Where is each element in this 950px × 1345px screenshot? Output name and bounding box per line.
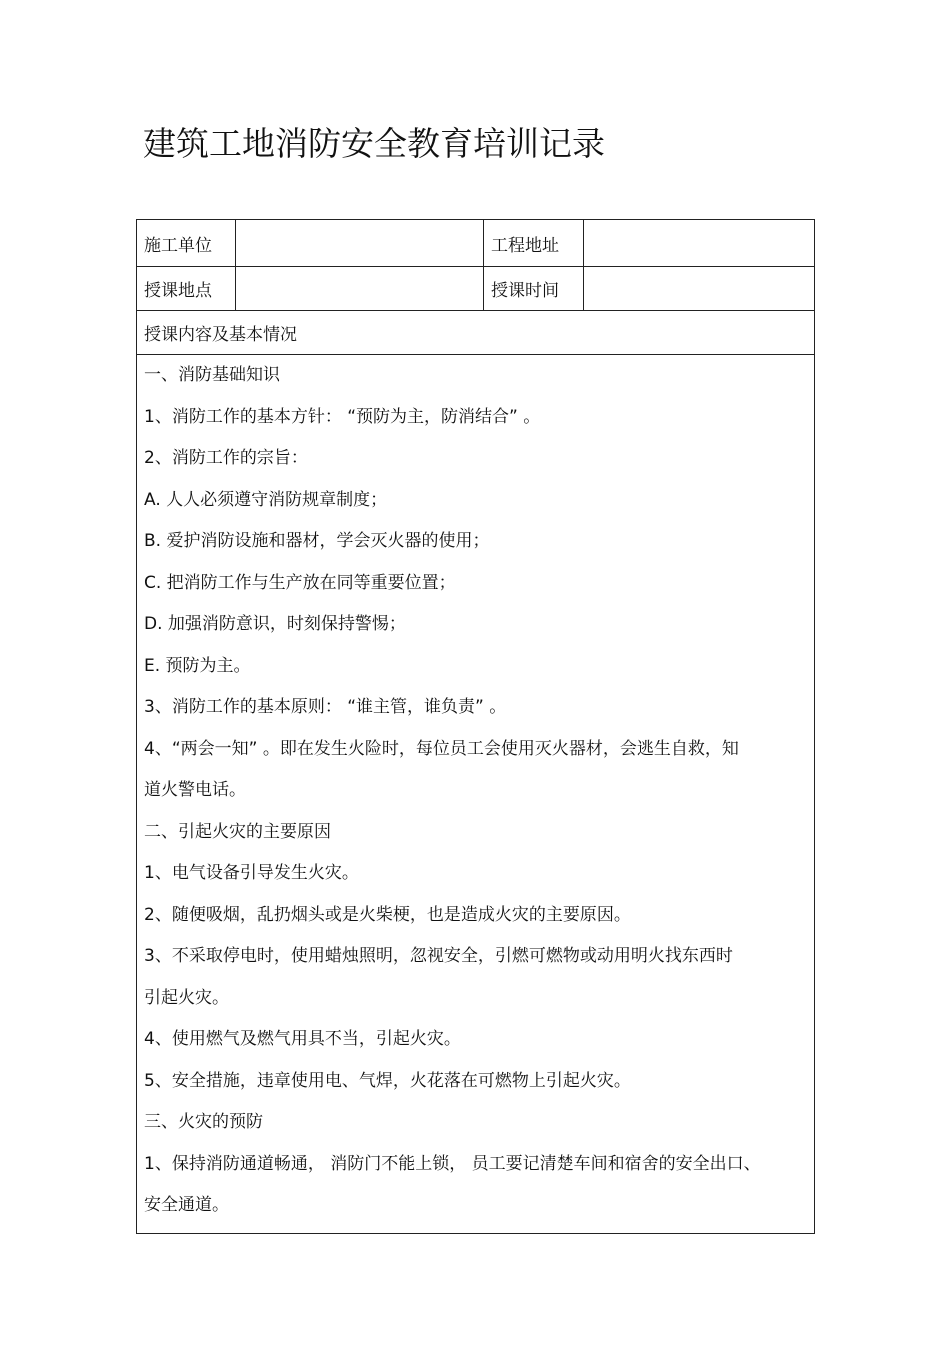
content-line: 二、引起火灾的主要原因 <box>144 821 331 842</box>
content-line: 引起火灾。 <box>144 987 229 1008</box>
table-row <box>137 267 815 311</box>
content-line: B. 爱护消防设施和器材，学会灭火器的使用； <box>144 531 490 551</box>
content-line: 道火警电话。 <box>144 780 246 800</box>
table-row <box>137 220 815 267</box>
content-line: E. 预防为主。 <box>144 655 251 676</box>
construction-unit-field[interactable] <box>236 220 484 267</box>
content-line: 1、消防工作的基本方针： “预防为主，防消结合” 。 <box>144 406 541 427</box>
table-row <box>137 355 815 1234</box>
construction-unit-label: 施工单位 <box>137 220 236 267</box>
lecture-place-label: 授课地点 <box>137 267 236 311</box>
content-line: 4、使用燃气及燃气用具不当，引起火灾。 <box>144 1029 461 1049</box>
content-line: 2、消防工作的宗旨： <box>144 448 308 468</box>
lecture-time-label: 授课时间 <box>484 267 584 311</box>
training-record-table <box>136 219 815 1234</box>
content-line: D. 加强消防意识，时刻保持警惕； <box>144 614 406 634</box>
lecture-place-field[interactable] <box>236 267 484 311</box>
content-line: C. 把消防工作与生产放在同等重要位置； <box>144 572 456 593</box>
content-line: 1、电气设备引导发生火灾。 <box>144 863 359 883</box>
content-line: 3、不采取停电时，使用蜡烛照明，忽视安全，引燃可燃物或动用明火找东西时 <box>144 946 733 966</box>
content-line: 1、保持消防通道畅通， 消防门不能上锁， 员工要记清楚车间和宿舍的安全出口、 <box>144 1153 761 1174</box>
project-address-label: 工程地址 <box>484 220 584 267</box>
content-line: 3、消防工作的基本原则： “谁主管，谁负责” 。 <box>144 697 507 717</box>
content-line: 4、“两会一知” 。即在发生火险时，每位员工会使用灭火器材，会逃生自救，知 <box>144 738 739 759</box>
content-line: 一、消防基础知识 <box>144 365 280 385</box>
content-line: 安全通道。 <box>144 1195 229 1215</box>
page-title: 建筑工地消防安全教育培训记录 <box>143 124 605 163</box>
content-line: 5、安全措施，违章使用电、气焊，火花落在可燃物上引起火灾。 <box>144 1070 631 1091</box>
lecture-time-field[interactable] <box>584 267 815 311</box>
table-row <box>137 311 815 355</box>
project-address-field[interactable] <box>584 220 815 267</box>
content-line: A. 人人必须遵守消防规章制度； <box>144 489 388 510</box>
content-line: 2、随便吸烟，乱扔烟头或是火柴梗，也是造成火灾的主要原因。 <box>144 904 631 925</box>
content-line: 三、火灾的预防 <box>144 1112 263 1132</box>
content-header: 授课内容及基本情况 <box>137 311 815 355</box>
content-body <box>137 355 815 1234</box>
